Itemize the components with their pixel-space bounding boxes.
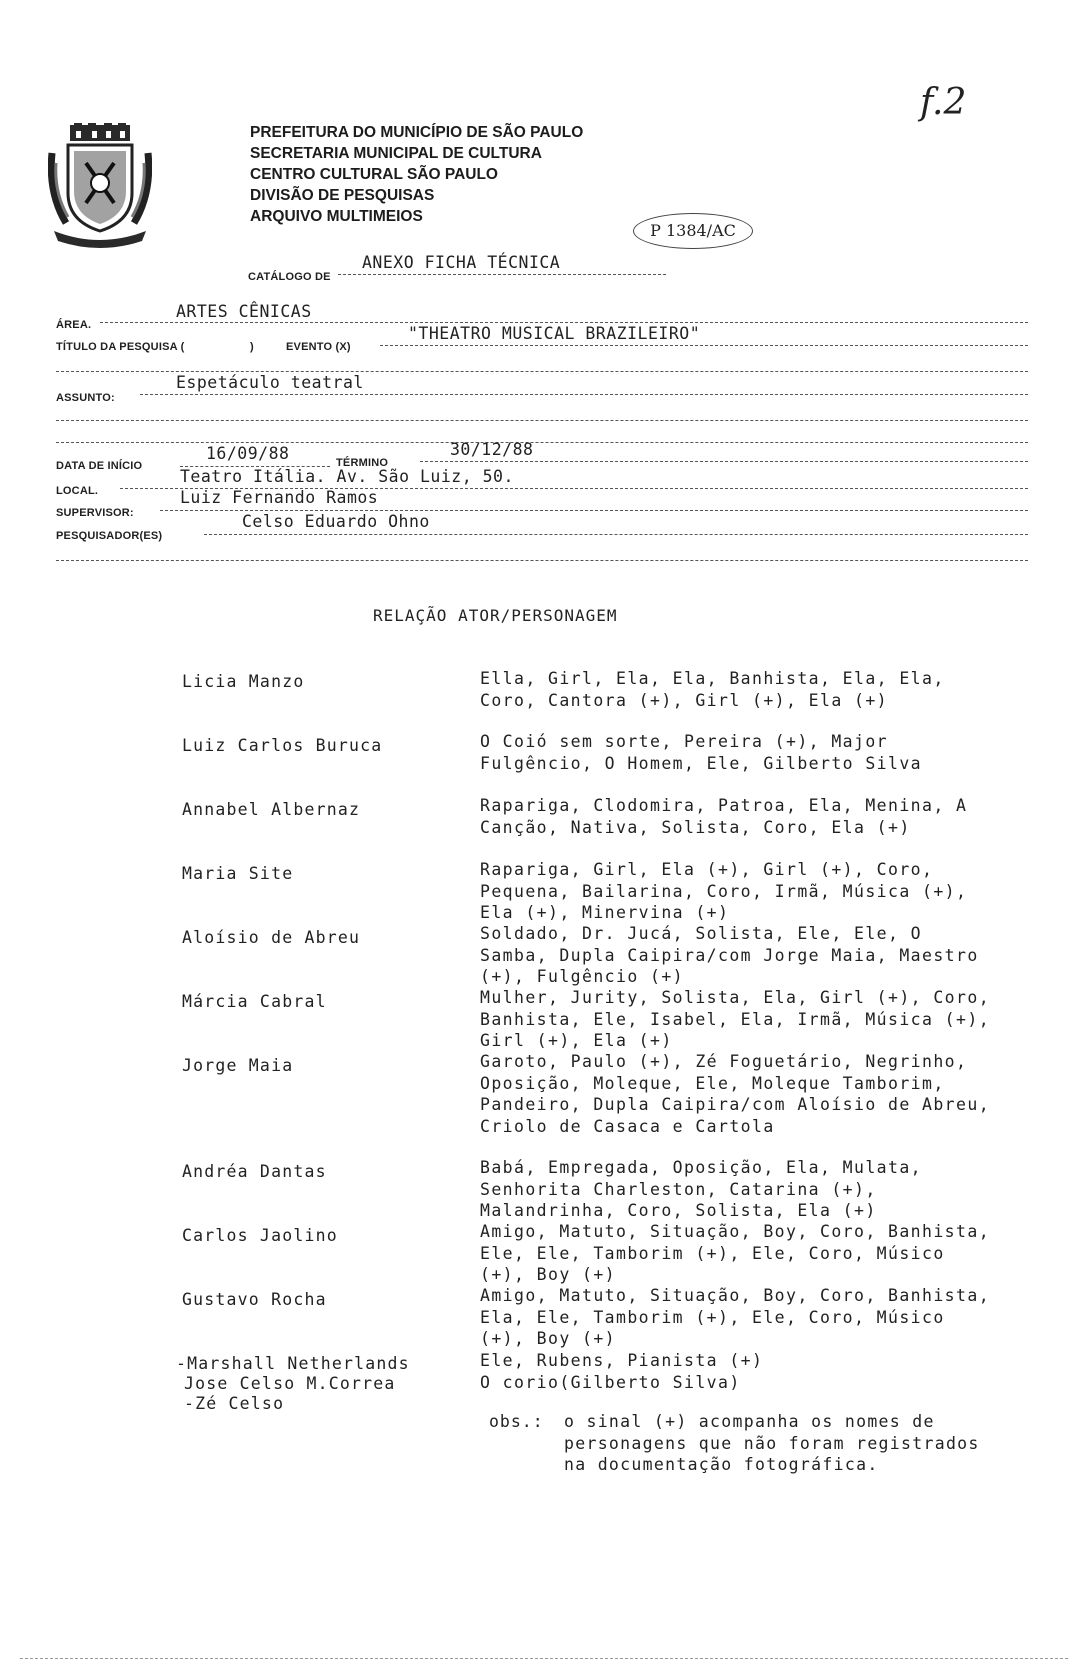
catalogo-value: ANEXO FICHA TÉCNICA — [362, 253, 561, 272]
page-number: f.2 — [920, 82, 967, 123]
role-list: O corio(Gilberto Silva) — [480, 1373, 741, 1392]
data-inicio-value: 16/09/88 — [206, 444, 290, 463]
archive-stamp: P 1384/AC — [633, 213, 753, 249]
pesquisadores-line — [204, 534, 1028, 535]
blank-line — [56, 420, 1028, 421]
role-list: Garoto, Paulo (+), Zé Foguetário, Negrinho, Oposição, Moleque, Ele, Moleque Tamborim, Pandeiro, Dupla Caipira/com Aloísio de Abreu, Criolo de Casaca e Cartola — [480, 1052, 991, 1136]
obs-text: o sinal (+) acompanha os nomes de personagens que não foram registrados na documentação fotográfica. — [564, 1412, 980, 1474]
titulo-paren: ) — [250, 341, 254, 353]
evento-value: "THEATRO MUSICAL BRAZILEIRO" — [408, 324, 701, 343]
role-list: Rapariga, Clodomira, Patroa, Ela, Menina, A Canção, Nativa, Solista, Coro, Ela (+) — [480, 796, 968, 837]
local-label: LOCAL. — [56, 485, 99, 497]
role-list: Mulher, Jurity, Solista, Ela, Girl (+), Coro, Banhista, Ele, Isabel, Ela, Irmã, Música (+), Girl (+), Ela (+) — [480, 988, 991, 1050]
obs-label: obs.: — [489, 1412, 544, 1431]
blank-line — [56, 371, 1028, 372]
supervisor-label: SUPERVISOR: — [56, 507, 134, 519]
termino-value: 30/12/88 — [450, 440, 534, 459]
actor-name: Jose Celso M.Correa -Zé Celso — [184, 1374, 396, 1413]
termino-line — [420, 461, 1028, 462]
role-list: Babá, Empregada, Oposição, Ela, Mulata, Senhorita Charleston, Catarina (+), Malandrinha, Coro, Solista, Ela (+) — [480, 1158, 923, 1220]
actor-name: Licia Manzo — [182, 672, 305, 691]
pesquisadores-label: PESQUISADOR(ES) — [56, 530, 163, 542]
actor-name: Márcia Cabral — [182, 992, 327, 1011]
role-list: Soldado, Dr. Jucá, Solista, Ele, Ele, O Samba, Dupla Caipira/com Jorge Maia, Maestro (+), Fulgêncio (+) — [480, 924, 979, 986]
actor-name: Luiz Carlos Buruca — [182, 736, 383, 755]
termino-label: TÉRMINO — [336, 457, 389, 469]
catalogo-label: CATÁLOGO DE — [248, 271, 331, 283]
role-list: Rapariga, Girl, Ela (+), Girl (+), Coro, Pequena, Bailarina, Coro, Irmã, Música (+), Ela (+), Minervina (+) — [480, 860, 968, 922]
supervisor-value: Luiz Fernando Ramos — [180, 488, 379, 507]
role-list: O Coió sem sorte, Pereira (+), Major Fulgêncio, O Homem, Ele, Gilberto Silva — [480, 732, 923, 773]
evento-label: EVENTO (X) — [286, 341, 351, 353]
actor-name: Aloísio de Abreu — [182, 928, 361, 947]
actor-name: Andréa Dantas — [182, 1162, 327, 1181]
actor-name: Carlos Jaolino — [182, 1226, 338, 1245]
pesquisadores-value: Celso Eduardo Ohno — [242, 512, 430, 531]
relacao-title: RELAÇÃO ATOR/PERSONAGEM — [373, 606, 618, 625]
actor-name: Annabel Albernaz — [182, 800, 361, 819]
assunto-value: Espetáculo teatral — [176, 373, 364, 392]
area-line — [100, 322, 1028, 323]
actor-name: Jorge Maia — [182, 1056, 294, 1075]
assunto-line — [140, 394, 1028, 395]
assunto-label: ASSUNTO: — [56, 392, 115, 404]
role-list: Ella, Girl, Ela, Ela, Banhista, Ela, Ela, Coro, Cantora (+), Girl (+), Ela (+) — [480, 669, 945, 710]
scan-edge-line — [20, 1658, 1068, 1659]
institution-line: CENTRO CULTURAL SÃO PAULO — [250, 166, 498, 183]
role-list: Amigo, Matuto, Situação, Boy, Coro, Banhista, Ele, Ele, Tamborim (+), Ele, Coro, Músico (+), Boy (+) — [480, 1222, 991, 1284]
local-value: Teatro Itália. Av. São Luiz, 50. — [180, 467, 514, 486]
evento-line — [380, 345, 1028, 346]
role-list: Ele, Rubens, Pianista (+) — [480, 1351, 764, 1370]
role-list: Amigo, Matuto, Situação, Boy, Coro, Banhista, Ela, Ele, Tamborim (+), Ele, Coro, Músico (+), Boy (+) — [480, 1286, 991, 1348]
data-inicio-label: DATA DE INÍCIO — [56, 460, 143, 472]
actor-name: Maria Site — [182, 864, 294, 883]
catalogo-line — [338, 274, 666, 275]
blank-line — [56, 560, 1028, 561]
institution-header — [250, 122, 583, 227]
actor-name: Gustavo Rocha — [182, 1290, 327, 1309]
institution-line: ARQUIVO MULTIMEIOS — [250, 208, 423, 225]
supervisor-line — [160, 510, 1028, 511]
titulo-label: TÍTULO DA PESQUISA ( — [56, 341, 185, 353]
institution-line: SECRETARIA MUNICIPAL DE CULTURA — [250, 145, 542, 162]
institution-line: PREFEITURA DO MUNICÍPIO DE SÃO PAULO — [250, 124, 584, 141]
actor-name: -Marshall Netherlands — [176, 1354, 410, 1373]
blank-line — [56, 442, 1028, 443]
institution-line: DIVISÃO DE PESQUISAS — [250, 187, 435, 204]
city-crest-icon — [48, 123, 152, 251]
area-label: ÁREA. — [56, 319, 92, 331]
area-value: ARTES CÊNICAS — [176, 302, 312, 321]
